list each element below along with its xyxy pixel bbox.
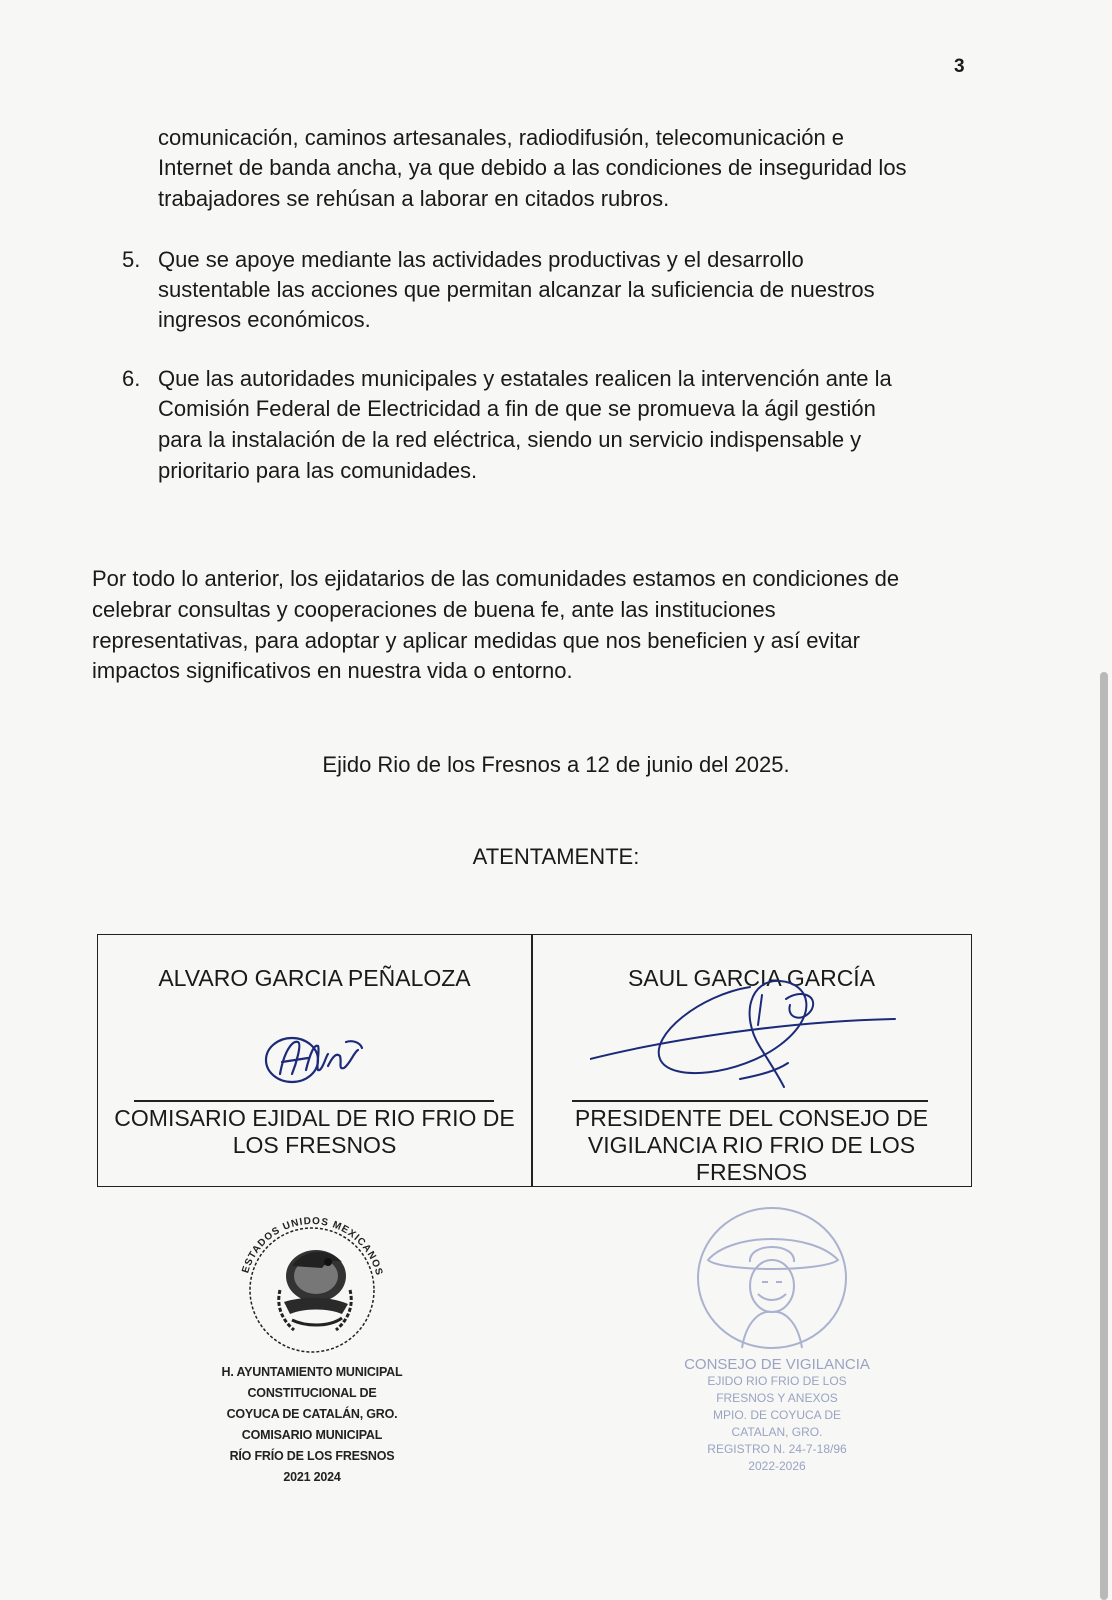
signatory-title-line: COMISARIO EJIDAL DE RIO FRIO DE (114, 1105, 515, 1131)
closing-line: celebrar consultas y cooperaciones de buena fe, ante las instituciones (92, 597, 776, 622)
list-number: 6. (122, 366, 141, 391)
seal-line: 2022-2026 (748, 1459, 806, 1473)
seal-line: RÍO FRÍO DE LOS FRESNOS (229, 1449, 395, 1463)
signatory-title-line: VIGILANCIA RIO FRIO DE LOS (587, 1132, 916, 1158)
vigilance-seal-text (662, 1356, 892, 1475)
list-number: 5. (122, 247, 141, 272)
signatory-title (532, 1105, 971, 1186)
seal-line: H. AYUNTAMIENTO MUNICIPAL (221, 1365, 403, 1379)
signatory-name: ALVARO GARCIA PEÑALOZA (158, 965, 471, 991)
municipal-seal-text (192, 1362, 432, 1488)
intro-line: comunicación, caminos artesanales, radiodifusión, telecomunicación e (158, 125, 845, 150)
intro-line: trabajadores se rehúsan a laborar en citados rubros. (158, 186, 670, 211)
signatory-title-line: LOS FRESNOS (232, 1132, 397, 1158)
signature-line (572, 1100, 928, 1102)
vertical-scrollbar[interactable] (1100, 672, 1108, 1600)
seal-line: COMISARIO MUNICIPAL (241, 1428, 383, 1442)
list-line: prioritario para las comunidades. (158, 458, 478, 483)
signatory-title-line: FRESNOS (695, 1159, 808, 1185)
list-line: para la instalación de la red eléctrica, siendo un servicio indispensable y (158, 427, 862, 452)
coat-of-arms-icon (232, 1210, 392, 1370)
closing-line: impactos significativos en nuestra vida o entorno. (92, 658, 573, 683)
seal-line: CONSTITUCIONAL DE (247, 1386, 377, 1400)
seal-line: FRESNOS Y ANEXOS (716, 1391, 838, 1405)
municipal-seal (221, 1210, 403, 1484)
closing-line: Por todo lo anterior, los ejidatarios de las comunidades estamos en condiciones de (92, 566, 900, 591)
signature-saul (590, 975, 900, 1095)
signatory-name: SAUL GARCIA GARCÍA (627, 965, 876, 991)
list-line: Comisión Federal de Electricidad a fin de que se promueva la ágil gestión (158, 396, 876, 421)
seal-line: CONSEJO DE VIGILANCIA (684, 1356, 870, 1373)
signature-alvaro (262, 1030, 372, 1090)
seal-line: COYUCA DE CATALÁN, GRO. (226, 1407, 398, 1421)
vigilance-council-seal (684, 1202, 870, 1473)
seal-line: CATALAN, GRO. (731, 1425, 823, 1439)
portrait-seal-icon (692, 1202, 862, 1362)
intro-line: Internet de banda ancha, ya que debido a las condiciones de inseguridad los (158, 155, 907, 180)
seal-line: 2021 2024 (283, 1470, 341, 1484)
seal-line: REGISTRO N. 24-7-18/96 (707, 1442, 847, 1456)
signatory-title (98, 1105, 531, 1159)
seal-line: MPIO. DE COYUCA DE (712, 1408, 842, 1422)
list-line: Que se apoye mediante las actividades productivas y el desarrollo (158, 247, 804, 272)
closing-line: representativas, para adoptar y aplicar medidas que nos beneficien y así evitar (92, 628, 860, 653)
list-line: ingresos económicos. (158, 307, 371, 332)
signature-line (134, 1100, 494, 1102)
list-line: Que las autoridades municipales y estatales realicen la intervención ante la (158, 366, 892, 391)
page-number: 3 (954, 56, 965, 77)
list-line: sustentable las acciones que permitan alcanzar la suficiencia de nuestros (158, 277, 875, 302)
signatory-title-line: PRESIDENTE DEL CONSEJO DE (574, 1105, 929, 1131)
place-date: Ejido Rio de los Fresnos a 12 de junio del 2025. (322, 752, 790, 777)
sign-off: ATENTAMENTE: (472, 844, 640, 869)
seal-ring-text: ESTADOS UNIDOS MEXICANOS (240, 1215, 385, 1278)
seal-line: EJIDO RIO FRIO DE LOS (707, 1374, 847, 1388)
